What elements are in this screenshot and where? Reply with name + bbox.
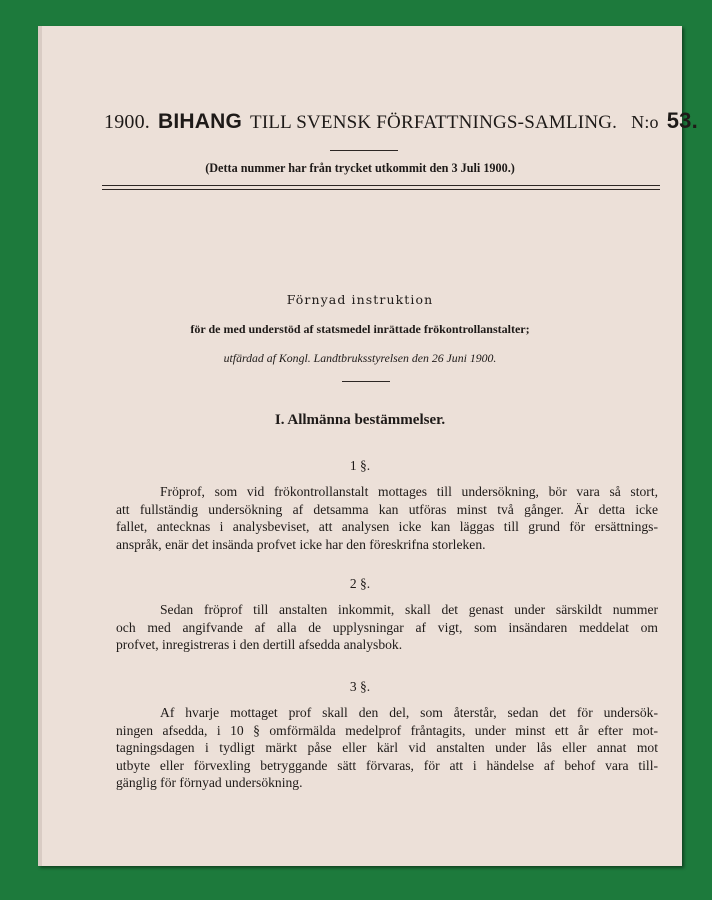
paragraph-number: 2 §. [349, 576, 371, 591]
title-short-rule [342, 381, 390, 382]
paragraph-line: anspråk, enär det insända profvet icke har den föreskrifna storleken. [116, 536, 486, 552]
paragraph-line: och med angifvande af alla de upplysningar af vigt, som insändaren meddelat om [116, 619, 658, 635]
paragraph-line: gänglig för förnyad undersökning. [116, 775, 303, 791]
document-page [38, 26, 698, 866]
header-title: TILL SVENSK FÖRFATTNINGS-SAMLING. [250, 112, 618, 133]
document-subtitle: för de med understöd af statsmedel inrättade frökontrollanstalter; [190, 322, 530, 336]
paragraph-line: Af hvarje mottaget prof skall den del, som återstår, sedan det för undersök- [160, 705, 658, 720]
paragraph-line: utbyte eller förvexling betryggande sätt förvaras, för att i händelse af behof vara till- [116, 757, 658, 773]
paragraph-body [116, 601, 658, 654]
header-bihang: BIHANG [158, 110, 243, 133]
header-short-rule [330, 150, 398, 151]
paragraph-body [116, 483, 658, 553]
publication-note: (Detta nummer har från trycket utkommit den 3 Juli 1900.) [205, 161, 515, 175]
paragraph-line: Sedan fröprof till anstalten inkommit, skall det genast under särskildt nummer [160, 602, 658, 617]
paragraph-line: ningen afsedda, i 10 § omförmälda medelprof fråntagits, under minst ett år efter mot- [116, 722, 658, 738]
paragraph-body [116, 704, 658, 792]
header-number-sign: N:o [631, 112, 659, 132]
paragraph-line: Fröprof, som vid frökontrollanstalt mottages till undersökning, bör vara så stort, [160, 484, 658, 499]
page-edge [38, 26, 42, 866]
header-double-rule [102, 185, 660, 190]
paragraph-line: tagningsdagen i tydligt märkt påse eller kärl vid anstalten under lås eller annat mot [116, 740, 658, 756]
paragraph-line: profvet, inregistreras i den dertill afsedda analysbok. [116, 637, 403, 653]
section-heading: I. Allmänna bestämmelser. [274, 412, 446, 428]
paragraph-number: 1 §. [349, 458, 371, 473]
paragraph-line: fallet, antecknas i analysbeviset, att analysen icke kan läggas till grund för ersättnings- [116, 519, 658, 535]
document-issuer: utfärdad af Kongl. Landtbruksstyrelsen den 26 Juni 1900. [223, 351, 497, 365]
header-number: 53. [666, 108, 698, 133]
page-header [104, 108, 698, 134]
paragraph-line: att fullständig undersökning af detsamma kan utföras minst två gånger. Är detta icke [116, 501, 658, 517]
paragraph-number: 3 §. [349, 679, 371, 694]
header-year: 1900. [104, 111, 150, 133]
document-title: Förnyad instruktion [286, 292, 434, 307]
